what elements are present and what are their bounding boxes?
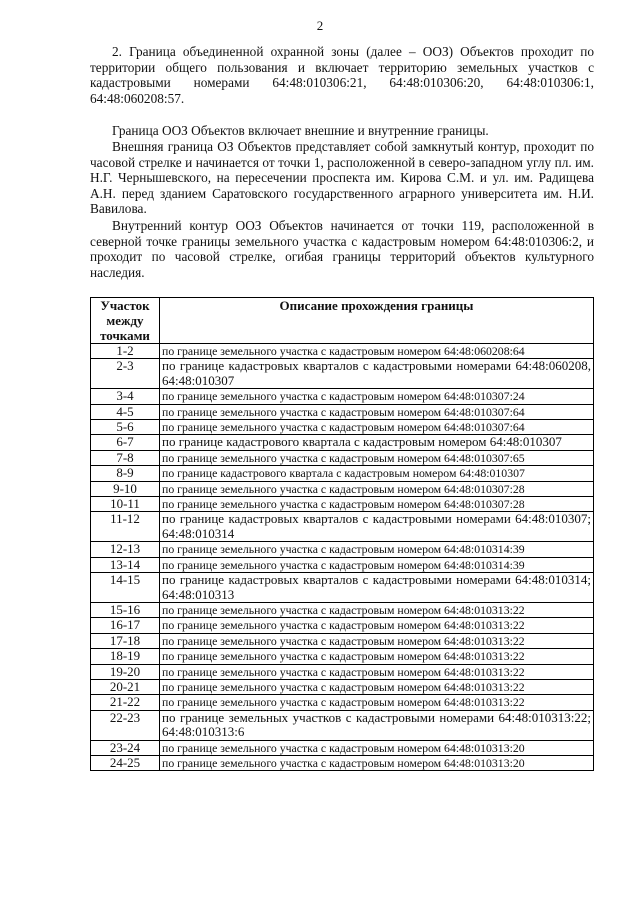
table-row — [91, 573, 594, 603]
table-row — [91, 497, 594, 512]
table-row — [91, 618, 594, 633]
description-cell: по границе земельного участка с кадастровым номером 64:48:010307:24 — [160, 389, 594, 404]
table-row — [91, 633, 594, 648]
table-row — [91, 602, 594, 617]
segment-cell: 11-12 — [91, 512, 160, 542]
segment-cell: 5-6 — [91, 420, 160, 435]
segment-cell: 24-25 — [91, 755, 160, 770]
description-cell: по границе земельного участка с кадастровым номером 64:48:010313:20 — [160, 740, 594, 755]
table-row — [91, 740, 594, 755]
description-cell: по границе земельного участка с кадастровым номером 64:48:060208:64 — [160, 344, 594, 359]
description-cell: по границе земельного участка с кадастровым номером 64:48:010313:22 — [160, 649, 594, 664]
table-row — [91, 664, 594, 679]
segment-cell: 7-8 — [91, 450, 160, 465]
description-cell: по границе земельного участка с кадастровым номером 64:48:010313:20 — [160, 755, 594, 770]
table-row — [91, 755, 594, 770]
description-cell: по границе кадастрового квартала с кадастровым номером 64:48:010307 — [160, 466, 594, 481]
description-cell: по границе земельного участка с кадастровым номером 64:48:010307:65 — [160, 450, 594, 465]
segment-cell: 21-22 — [91, 695, 160, 710]
segment-cell: 9-10 — [91, 481, 160, 496]
table-row — [91, 466, 594, 481]
table-row — [91, 389, 594, 404]
table-header-row — [91, 298, 594, 344]
table-row — [91, 481, 594, 496]
segment-cell: 17-18 — [91, 633, 160, 648]
segment-cell: 3-4 — [91, 389, 160, 404]
segment-cell: 10-11 — [91, 497, 160, 512]
table-row — [91, 557, 594, 572]
header-segment: Участок между точками — [91, 298, 160, 344]
description-cell: по границе земельного участка с кадастровым номером 64:48:010314:39 — [160, 542, 594, 557]
table-row — [91, 679, 594, 694]
table-row — [91, 404, 594, 419]
page-number: 2 — [316, 18, 324, 33]
table-row — [91, 542, 594, 557]
description-cell: по границе кадастровых кварталов с кадастровыми номерами 64:48:010307; 64:48:010314 — [160, 512, 594, 542]
segment-cell: 18-19 — [91, 649, 160, 664]
description-cell: по границе земельного участка с кадастровым номером 64:48:010313:22 — [160, 602, 594, 617]
description-cell: по границе земельного участка с кадастровым номером 64:48:010313:22 — [160, 664, 594, 679]
paragraph-outer-boundary: Внешняя граница ОЗ Объектов представляет собой замкнутый контур, проходит по часовой стрелке и начинается от точки 1, расположенной в северо-западном углу пл. им. Н.Г. Чернышевского, на пересечении проспекта им. Кирова С.М. и ул. им. Радищева А.Н. перед зданием Саратовского государственного аграрного университета им. Н.И. Вавилова. — [90, 139, 594, 217]
table-row — [91, 512, 594, 542]
description-cell: по границе земельного участка с кадастровым номером 64:48:010307:28 — [160, 497, 594, 512]
segment-cell: 16-17 — [91, 618, 160, 633]
table-row — [91, 450, 594, 465]
header-description: Описание прохождения границы — [160, 298, 594, 344]
segment-cell: 1-2 — [91, 344, 160, 359]
table-row — [91, 344, 594, 359]
table-row — [91, 435, 594, 450]
description-cell: по границе земельного участка с кадастровым номером 64:48:010314:39 — [160, 557, 594, 572]
segment-cell: 22-23 — [91, 710, 160, 740]
description-cell: по границе кадастрового квартала с кадастровым номером 64:48:010307 — [160, 435, 594, 450]
description-cell: по границе земельного участка с кадастровым номером 64:48:010313:22 — [160, 633, 594, 648]
segment-cell: 4-5 — [91, 404, 160, 419]
description-cell: по границе земельного участка с кадастровым номером 64:48:010313:22 — [160, 679, 594, 694]
description-cell: по границе земельного участка с кадастровым номером 64:48:010307:64 — [160, 404, 594, 419]
segment-cell: 23-24 — [91, 740, 160, 755]
paragraph-boundary-types: Граница ООЗ Объектов включает внешние и внутренние границы. — [112, 123, 489, 138]
description-cell: по границе земельного участка с кадастровым номером 64:48:010307:28 — [160, 481, 594, 496]
table-row — [91, 420, 594, 435]
description-cell: по границе кадастровых кварталов с кадастровыми номерами 64:48:010314; 64:48:010313 — [160, 573, 594, 603]
boundary-table — [90, 297, 594, 771]
description-cell: по границе земельного участка с кадастровым номером 64:48:010307:64 — [160, 420, 594, 435]
table-row — [91, 710, 594, 740]
table-row — [91, 359, 594, 389]
segment-cell: 2-3 — [91, 359, 160, 389]
segment-cell: 12-13 — [91, 542, 160, 557]
description-cell: по границе земельного участка с кадастровым номером 64:48:010313:22 — [160, 618, 594, 633]
segment-cell: 13-14 — [91, 557, 160, 572]
description-cell: по границе земельных участков с кадастровыми номерами 64:48:010313:22; 64:48:010313:6 — [160, 710, 594, 740]
description-cell: по границе земельного участка с кадастровым номером 64:48:010313:22 — [160, 695, 594, 710]
segment-cell: 8-9 — [91, 466, 160, 481]
segment-cell: 20-21 — [91, 679, 160, 694]
segment-cell: 15-16 — [91, 602, 160, 617]
table-row — [91, 695, 594, 710]
table-row — [91, 649, 594, 664]
segment-cell: 19-20 — [91, 664, 160, 679]
segment-cell: 14-15 — [91, 573, 160, 603]
paragraph-inner-contour: Внутренний контур ООЗ Объектов начинается от точки 119, расположенной в северной точке границы земельного участка с кадастровым номером 64:48:010306:2, и проходит по часовой стрелке, огибая границы территорий объектов культурного наследия. — [90, 218, 594, 280]
description-cell: по границе кадастровых кварталов с кадастровыми номерами 64:48:060208, 64:48:010307 — [160, 359, 594, 389]
paragraph-boundary-definition: 2. Граница объединенной охранной зоны (далее – ООЗ) Объектов проходит по территории общего пользования и включает территорию земельных участков с кадастровыми номерами 64:48:010306:21, 64:48:010306:20, 64:48:010306:1, 64:48:060208:57. — [90, 44, 594, 106]
segment-cell: 6-7 — [91, 435, 160, 450]
